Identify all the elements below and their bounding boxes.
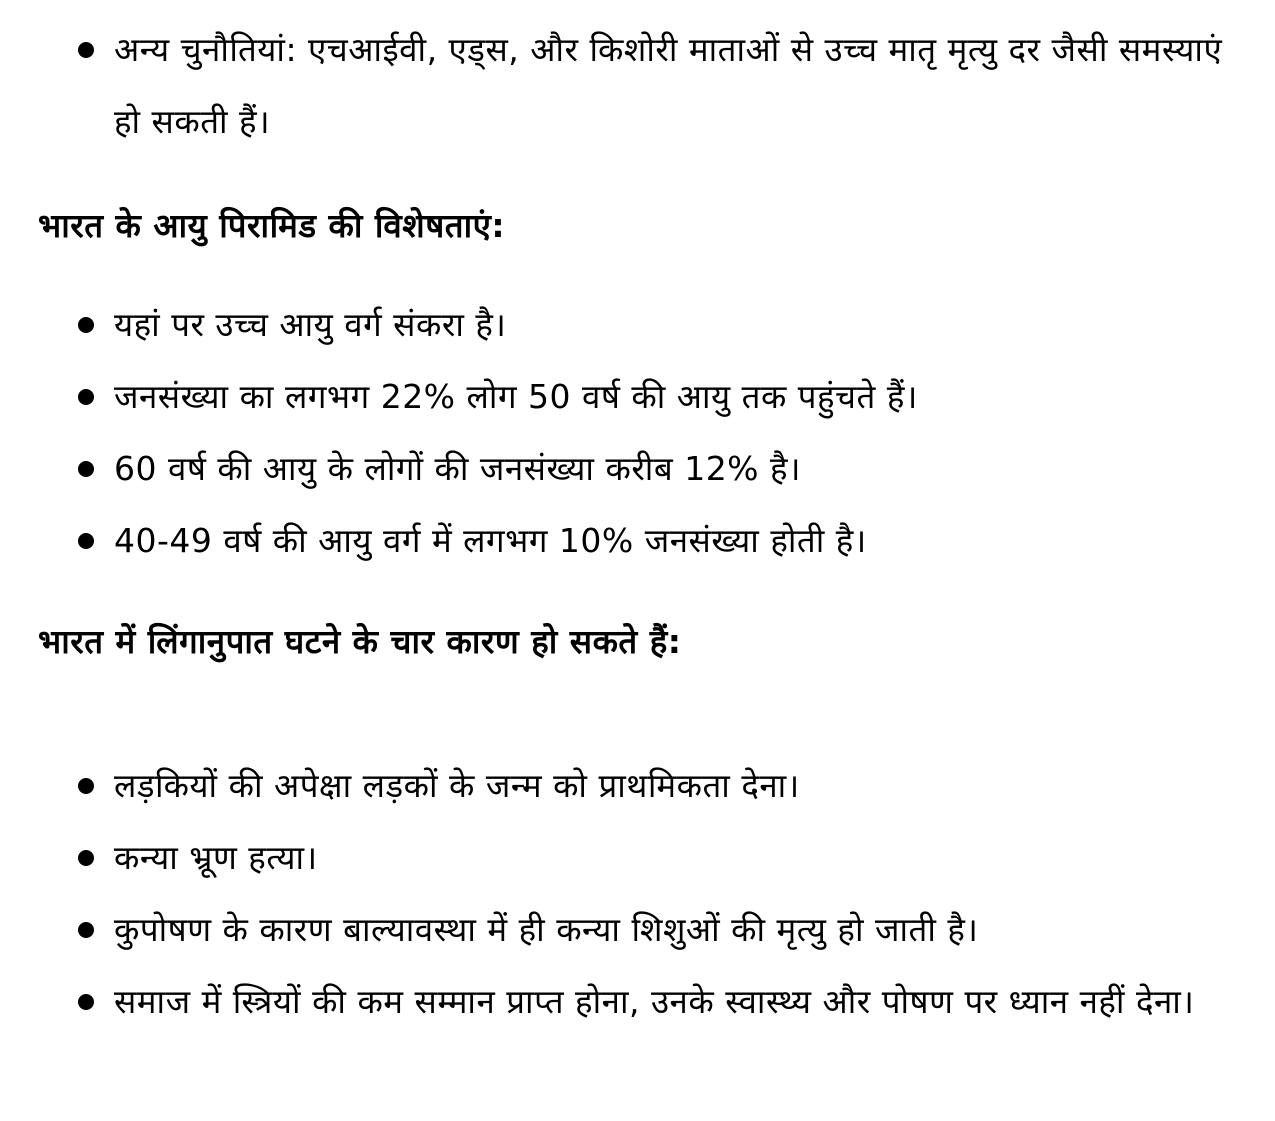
list-item-text: समाज में स्त्रियों की कम सम्मान प्राप्त होना, उनके स्वास्थ्य और पोषण पर ध्यान नहीं देना।	[114, 982, 1195, 1021]
list-item-text: कन्या भ्रूण हत्या।	[114, 838, 318, 877]
sex-ratio-reasons-list	[78, 750, 1248, 1038]
list-item-text: जनसंख्या का लगभग 22% लोग 50 वर्ष की आयु तक पहुंचते हैं।	[114, 377, 918, 416]
list-item	[78, 822, 1248, 894]
list-item	[78, 750, 1248, 822]
challenges-list	[78, 14, 1248, 158]
list-item	[78, 966, 1248, 1038]
bullet-icon	[78, 42, 94, 58]
list-item	[78, 14, 1248, 158]
list-item-text: लड़कियों की अपेक्षा लड़कों के जन्म को प्राथमिकता देना।	[114, 766, 800, 805]
list-item-text: कुपोषण के कारण बाल्यावस्था में ही कन्या शिशुओं की मृत्यु हो जाती है।	[114, 910, 979, 949]
list-item	[78, 894, 1248, 966]
bullet-icon	[78, 389, 94, 405]
bullet-icon	[78, 850, 94, 866]
list-item-text: अन्य चुनौतियां: एचआईवी, एड्स, और किशोरी माताओं से उच्च मातृ मृत्यु दर जैसी समस्याएं हो सकती हैं।	[114, 30, 1223, 141]
list-item	[78, 289, 1248, 361]
sex-ratio-heading: भारत में लिंगानुपात घटने के चार कारण हो सकते हैं:	[38, 622, 682, 661]
list-item	[78, 505, 1248, 577]
bullet-icon	[78, 994, 94, 1010]
bullet-icon	[78, 461, 94, 477]
list-item	[78, 361, 1248, 433]
list-item-text: यहां पर उच्च आयु वर्ग संकरा है।	[114, 305, 507, 344]
pyramid-heading: भारत के आयु पिरामिड की विशेषताएं:	[38, 206, 506, 245]
list-item	[78, 433, 1248, 505]
bullet-icon	[78, 533, 94, 549]
pyramid-features-list	[78, 289, 1248, 577]
bullet-icon	[78, 317, 94, 333]
list-item-text: 40-49 वर्ष की आयु वर्ग में लगभग 10% जनसंख्या होती है।	[114, 521, 867, 560]
bullet-icon	[78, 922, 94, 938]
list-item-text: 60 वर्ष की आयु के लोगों की जनसंख्या करीब 12% है।	[114, 449, 802, 488]
bullet-icon	[78, 778, 94, 794]
